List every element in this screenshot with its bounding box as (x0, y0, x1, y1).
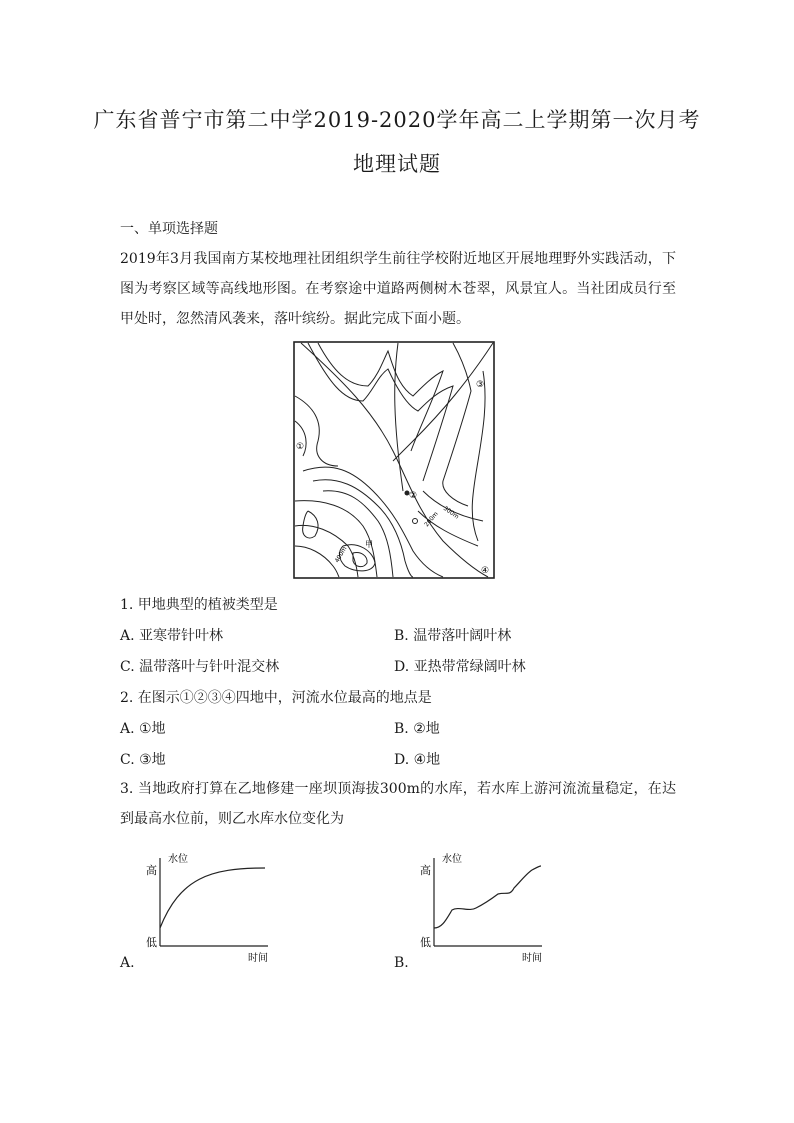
graph-b-low: 低 (420, 936, 431, 949)
graph-a-low: 低 (146, 936, 157, 949)
graph-a-high: 高 (146, 864, 157, 877)
q1-option-a[interactable]: A. 亚寒带针叶林 (120, 628, 224, 644)
contour-line (308, 343, 453, 481)
graph-a-ylabel: 水位 (168, 854, 188, 865)
intro-paragraph: 2019年3月我国南方某校地理社团组织学生前往学校附近地区开展地理野外实践活动，下图为考察区域等高线地形图。在考察途中道路两侧树木苍翠，风景宜人。当社团成员行至甲处时，忽然清风袭来，落叶缤纷。据此完成下面小题。 (120, 251, 676, 327)
contour-line (418, 511, 478, 546)
label-point-3: ③ (476, 380, 485, 390)
contour-line (295, 525, 358, 577)
graph-a-xlabel: 时间 (248, 953, 268, 964)
river-tributary (393, 343, 493, 461)
contour-line (443, 343, 471, 506)
graph-a (140, 848, 280, 968)
q2-option-b[interactable]: B. ②地 (394, 721, 440, 737)
page-title: 广东省普宁市第二中学2019-2020学年高二上学期第一次月考 (93, 108, 701, 132)
label-point-4: ④ (481, 566, 490, 576)
label-jia: 甲 (365, 540, 373, 549)
q2-option-c[interactable]: C. ③地 (120, 752, 166, 768)
contour-line (313, 480, 413, 577)
q3-option-b[interactable]: B. (394, 955, 409, 971)
label-point-1: ① (296, 442, 305, 452)
graph-b-xlabel: 时间 (522, 953, 542, 964)
graph-b-high: 高 (420, 864, 431, 877)
contour-line (472, 371, 485, 541)
q1-option-c[interactable]: C. 温带落叶与针叶混交林 (120, 659, 280, 675)
label-contour-400: 400m (333, 545, 349, 564)
q1-option-d[interactable]: D. 亚热带常绿阔叶林 (394, 659, 526, 675)
contour-map (293, 341, 495, 579)
q2-option-d[interactable]: D. ④地 (394, 752, 441, 768)
question-2-stem: 2. 在图示①②③④四地中，河流水位最高的地点是 (120, 690, 432, 706)
graph-b-curve (434, 866, 541, 928)
graph-b (414, 848, 554, 968)
contour-line (303, 511, 318, 538)
label-contour-200: 200m (423, 510, 440, 529)
contour-line (323, 491, 393, 577)
page-subtitle: 地理试题 (353, 152, 441, 176)
section-heading: 一、单项选择题 (120, 221, 218, 237)
question-1-stem: 1. 甲地典型的植被类型是 (120, 597, 278, 613)
graph-a-curve (160, 868, 265, 928)
label-contour-300: 300m (441, 504, 461, 521)
point-yi-marker (413, 519, 418, 524)
q1-option-b[interactable]: B. 温带落叶阔叶林 (394, 628, 512, 644)
graph-b-ylabel: 水位 (442, 854, 462, 865)
contour-line (303, 467, 443, 577)
q3-option-a[interactable]: A. (120, 955, 135, 971)
question-3-stem: 3. 当地政府打算在乙地修建一座坝顶海拔300m的水库，若水库上游河流流量稳定，在达到最高水位前，则乙水库水位变化为 (120, 781, 676, 827)
contour-line (295, 546, 339, 577)
contour-line (318, 343, 443, 451)
contour-line (295, 396, 338, 466)
label-point-2: ② (409, 491, 418, 501)
q2-option-a[interactable]: A. ①地 (120, 721, 166, 737)
contour-line (353, 553, 367, 567)
